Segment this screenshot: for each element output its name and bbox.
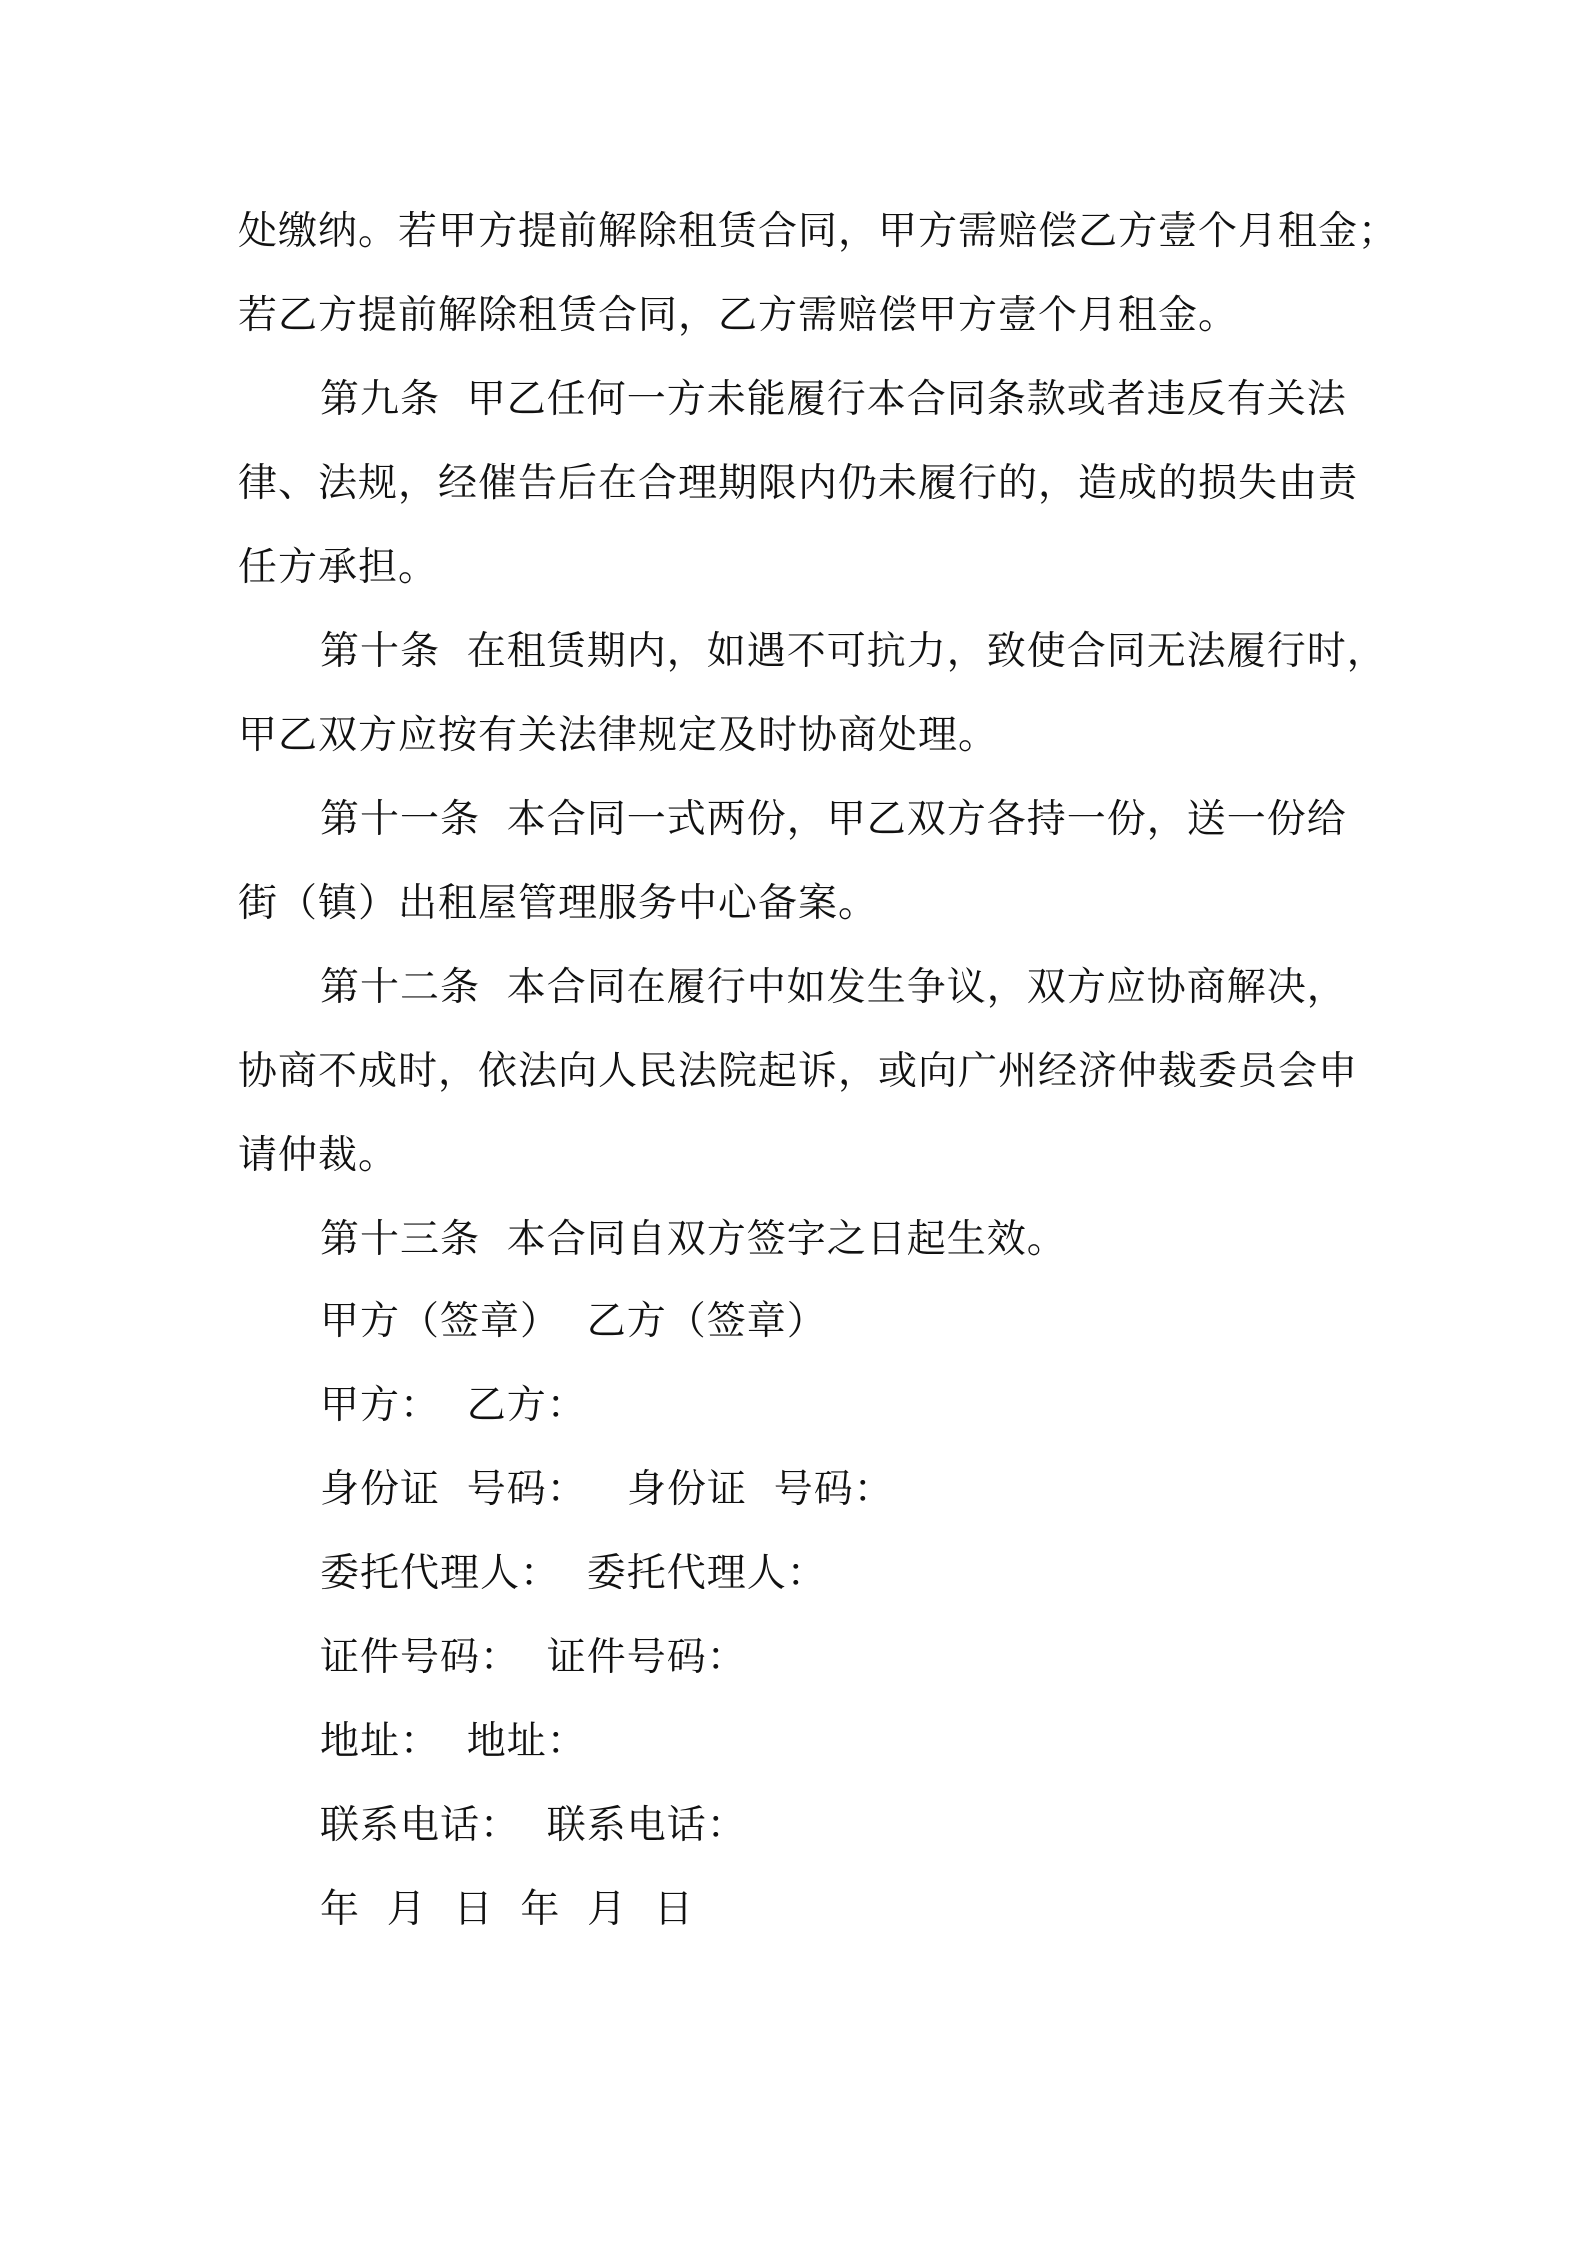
signature-line-address: 地址： 地址： [320,1719,587,1764]
text-line: 处缴纳。若甲方提前解除租赁合同，甲方需赔偿乙方壹个月租金； [238,209,1399,254]
paragraph-continuation [238,190,1399,358]
signature-line-date: 年 月 日 年 月 日 [320,1887,694,1932]
signature-section [320,1280,1320,1952]
signature-line-cert: 证件号码： 证件号码： [320,1635,747,1680]
text-line: 第十一条 本合同一式两份，甲乙双方各持一份，送一份给 [320,797,1347,842]
text-line: 律、法规，经催告后在合理期限内仍未履行的，造成的损失由责 [238,461,1359,506]
contract-body [238,190,1399,1282]
text-line: 任方承担。 [238,545,439,590]
text-line: 甲乙双方应按有关法律规定及时协商处理。 [238,713,999,758]
text-line: 第九条 甲乙任何一方未能履行本合同条款或者违反有关法 [320,377,1347,422]
article-12 [238,946,1358,1198]
text-line: 街（镇）出租屋管理服务中心备案。 [238,881,879,926]
signature-line-phone: 联系电话： 联系电话： [320,1803,747,1848]
text-line: 第十二条 本合同在履行中如发生争议，双方应协商解决， [320,965,1347,1010]
text-line: 若乙方提前解除租赁合同，乙方需赔偿甲方壹个月租金。 [238,293,1239,338]
signature-line-seal: 甲方（签章） 乙方（签章） [320,1299,827,1344]
article-13 [238,1198,1358,1282]
text-line: 请仲裁。 [238,1133,399,1178]
text-line: 协商不成时，依法向人民法院起诉，或向广州经济仲裁委员会申 [238,1049,1359,1094]
text-line: 第十条 在租赁期内，如遇不可抗力，致使合同无法履行时， [320,629,1387,674]
signature-line-id: 身份证 号码： 身份证 号码： [320,1467,894,1512]
signature-line-party: 甲方： 乙方： [320,1383,587,1428]
article-11 [238,778,1358,946]
article-10 [238,610,1387,778]
signature-line-agent: 委托代理人： 委托代理人： [320,1551,827,1596]
article-9 [238,358,1358,610]
text-line: 第十三条 本合同自双方签字之日起生效。 [320,1217,1067,1262]
